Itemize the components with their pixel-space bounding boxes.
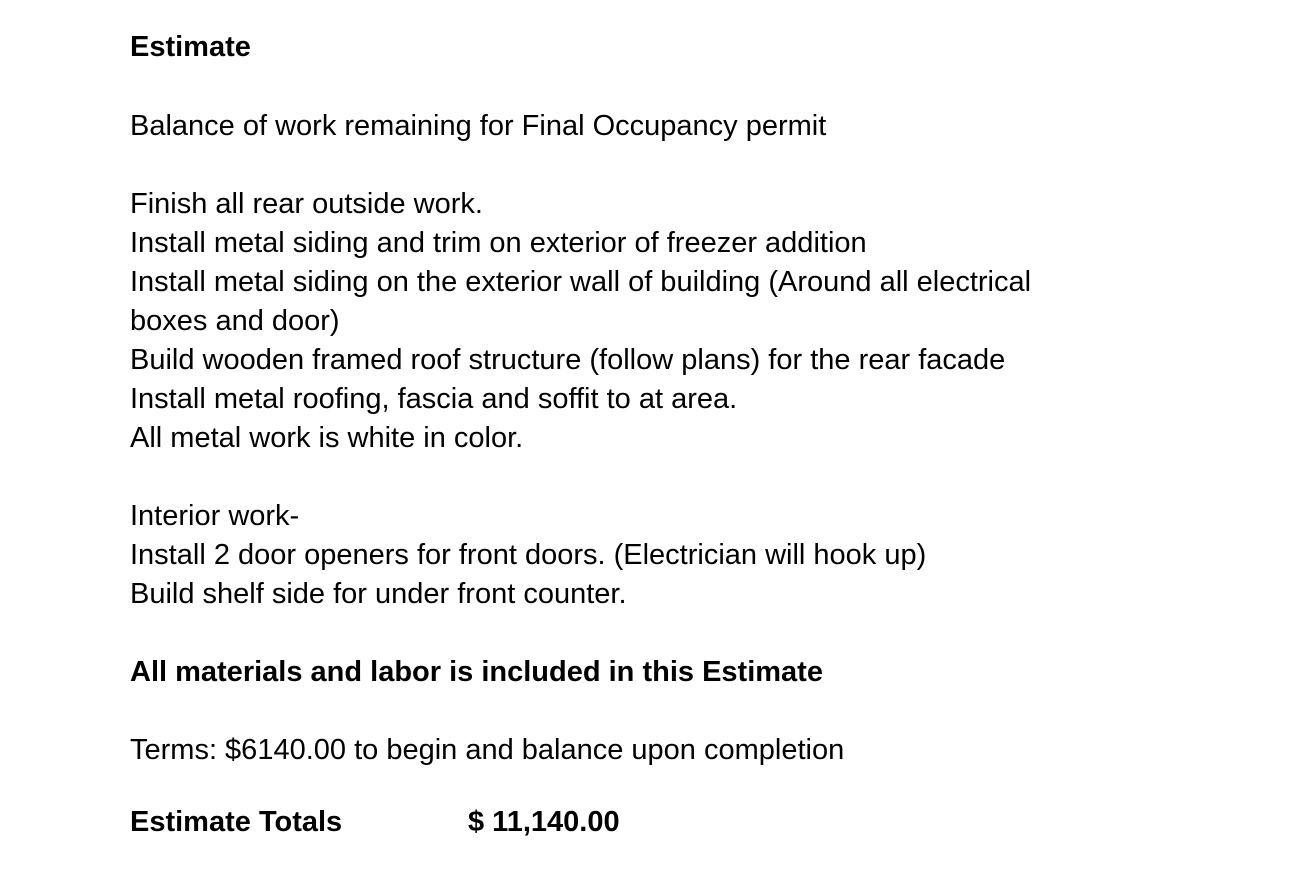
payment-terms: Terms: $6140.00 to begin and balance upon completion <box>130 734 845 766</box>
outside-work-item: Install metal roofing, fascia and soffit to at area. <box>130 383 738 415</box>
outside-work-item: Install metal siding on the exterior wall of building (Around all electrical <box>130 266 1032 298</box>
document-title: Estimate <box>130 31 251 63</box>
outside-work-item: Build wooden framed roof structure (follow plans) for the rear facade <box>130 344 1006 376</box>
estimate-totals-value: $ 11,140.00 <box>468 806 620 838</box>
interior-work-list <box>130 497 926 614</box>
document-subtitle: Balance of work remaining for Final Occupancy permit <box>130 110 827 142</box>
interior-work-item: Install 2 door openers for front doors. (Electrician will hook up) <box>130 539 927 571</box>
outside-work-list <box>130 185 1031 458</box>
outside-work-item: boxes and door) <box>130 305 340 337</box>
outside-work-item: Install metal siding and trim on exterior of freezer addition <box>130 227 867 259</box>
interior-work-item: Build shelf side for under front counter. <box>130 578 627 610</box>
outside-work-item: Finish all rear outside work. <box>130 188 483 220</box>
estimate-totals-label: Estimate Totals <box>130 806 343 838</box>
estimate-totals-row <box>130 803 620 842</box>
outside-work-item: All metal work is white in color. <box>130 422 524 454</box>
interior-work-heading: Interior work- <box>130 500 300 532</box>
materials-note: All materials and labor is included in this Estimate <box>130 656 823 688</box>
